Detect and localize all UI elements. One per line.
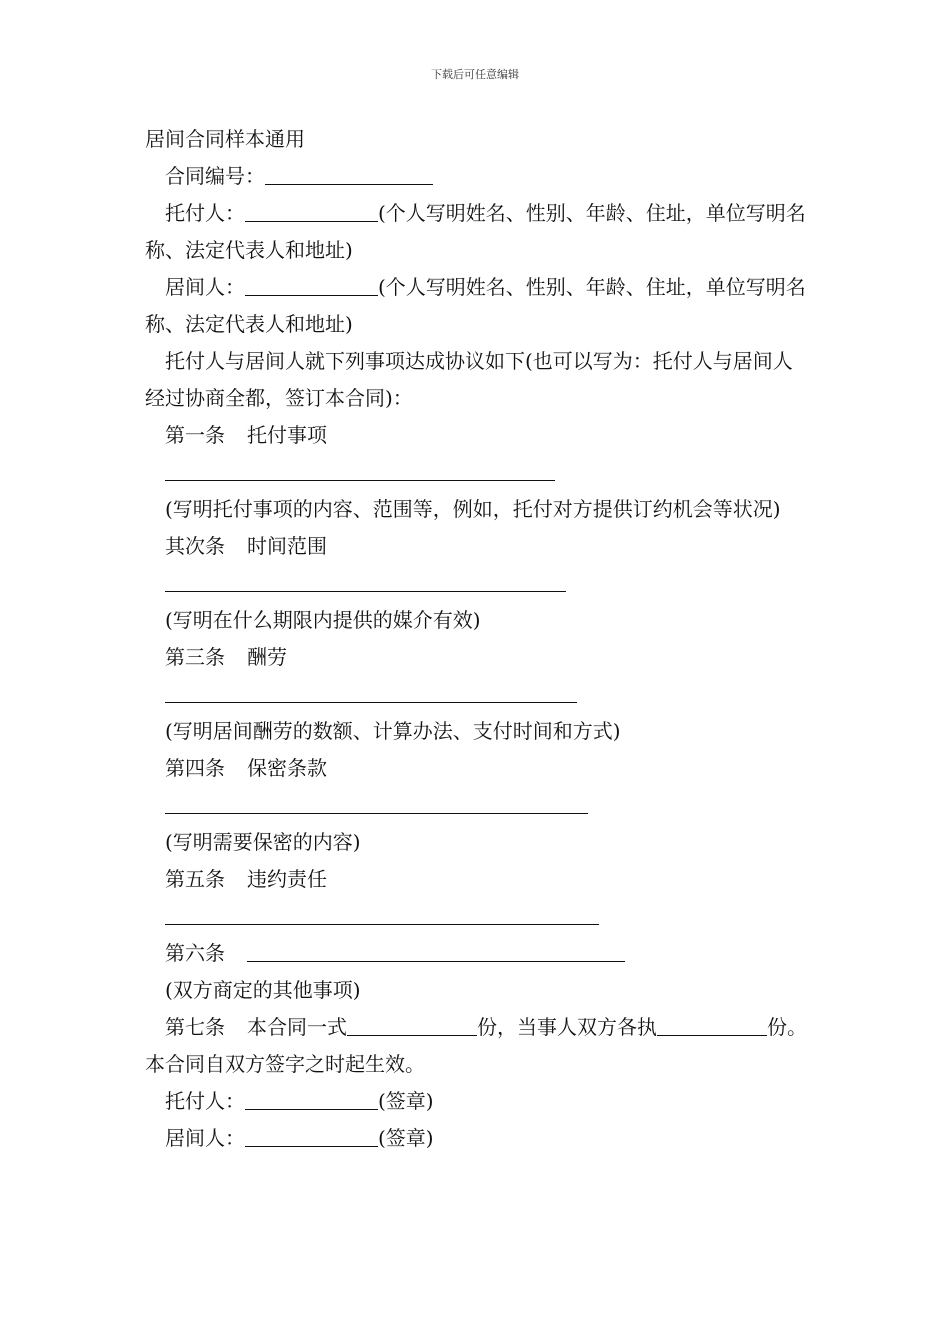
broker-signature-blank [245,1128,378,1147]
principal-seal-label: (签章) [378,1089,434,1113]
article-3-number: 第三条 [165,645,225,669]
article-6-number: 第六条 [165,941,225,965]
principal-label: 托付人： [165,201,245,225]
contract-number-blank [265,166,433,185]
article-1-note: (写明托付事项的内容、范围等，例如，托付对方提供订约机会等状况) [165,497,781,521]
article-7-text-1: 本合同一式 [247,1015,347,1039]
article-5-heading [145,861,810,898]
broker-blank [245,277,378,296]
principal-signature-label: 托付人： [165,1089,245,1113]
article-1-heading [145,417,810,454]
article-2-note: (写明在什么期限内提供的媒介有效) [165,608,481,632]
principal-blank [245,203,378,222]
article-5-title: 违约责任 [247,867,327,891]
principal-signature-line [145,1083,810,1120]
article-4-note: (写明需要保密的内容) [165,830,361,854]
document-title: 居间合同样本通用 [145,127,305,151]
intro-paragraph: 托付人与居间人就下列事项达成协议如下(也可以写为：托付人与居间人经过协商全都，签订本合同)： [145,349,793,410]
article-7-number: 第七条 [165,1015,225,1039]
article-6-note: (双方商定的其他事项) [165,978,361,1002]
article-1-blank-line [145,454,810,491]
article-3-blank-line [145,676,810,713]
broker-signature-line [145,1120,810,1157]
article-3-blank [165,684,577,703]
contract-number-label: 合同编号： [165,164,265,188]
article-4-blank [165,795,588,814]
article-2-blank [165,573,566,592]
article-5-blank [165,906,599,925]
article-5-number: 第五条 [165,867,225,891]
article-7-text-3: 份。本合同自双方签字之时起生效。 [145,1015,807,1076]
contract-body [145,121,810,1157]
broker-label: 居间人： [165,275,245,299]
header-note: 下载后可任意编辑 [431,68,519,81]
principal-note: (个人写明姓名、性别、年龄、住址，单位写明名称、法定代表人和地址) [145,201,806,262]
article-2-blank-line [145,565,810,602]
article-5-blank-line [145,898,810,935]
article-3-title: 酬劳 [247,645,287,669]
article-2-number: 其次条 [165,534,225,558]
article-7-paragraph [145,1009,810,1083]
article-3-note: (写明居间酬劳的数额、计算办法、支付时间和方式) [165,719,621,743]
article-1-number: 第一条 [165,423,225,447]
broker-line [145,269,810,343]
broker-note: (个人写明姓名、性别、年龄、住址，单位写明名称、法定代表人和地址) [145,275,806,336]
principal-line [145,195,810,269]
article-2-title: 时间范围 [247,534,327,558]
article-6-heading [145,935,810,972]
broker-seal-label: (签章) [378,1126,434,1150]
article-4-title: 保密条款 [247,756,327,780]
copies-each-blank [657,1017,767,1036]
article-2-heading [145,528,810,565]
broker-signature-label: 居间人： [165,1126,245,1150]
article-4-heading [145,750,810,787]
article-4-number: 第四条 [165,756,225,780]
article-1-blank [165,462,555,481]
article-7-text-2: 份，当事人双方各执 [477,1015,657,1039]
principal-signature-blank [245,1091,378,1110]
article-6-blank [247,943,625,962]
contract-number-line [145,158,810,195]
article-3-heading [145,639,810,676]
copies-total-blank [347,1017,477,1036]
article-4-blank-line [145,787,810,824]
article-1-title: 托付事项 [247,423,327,447]
